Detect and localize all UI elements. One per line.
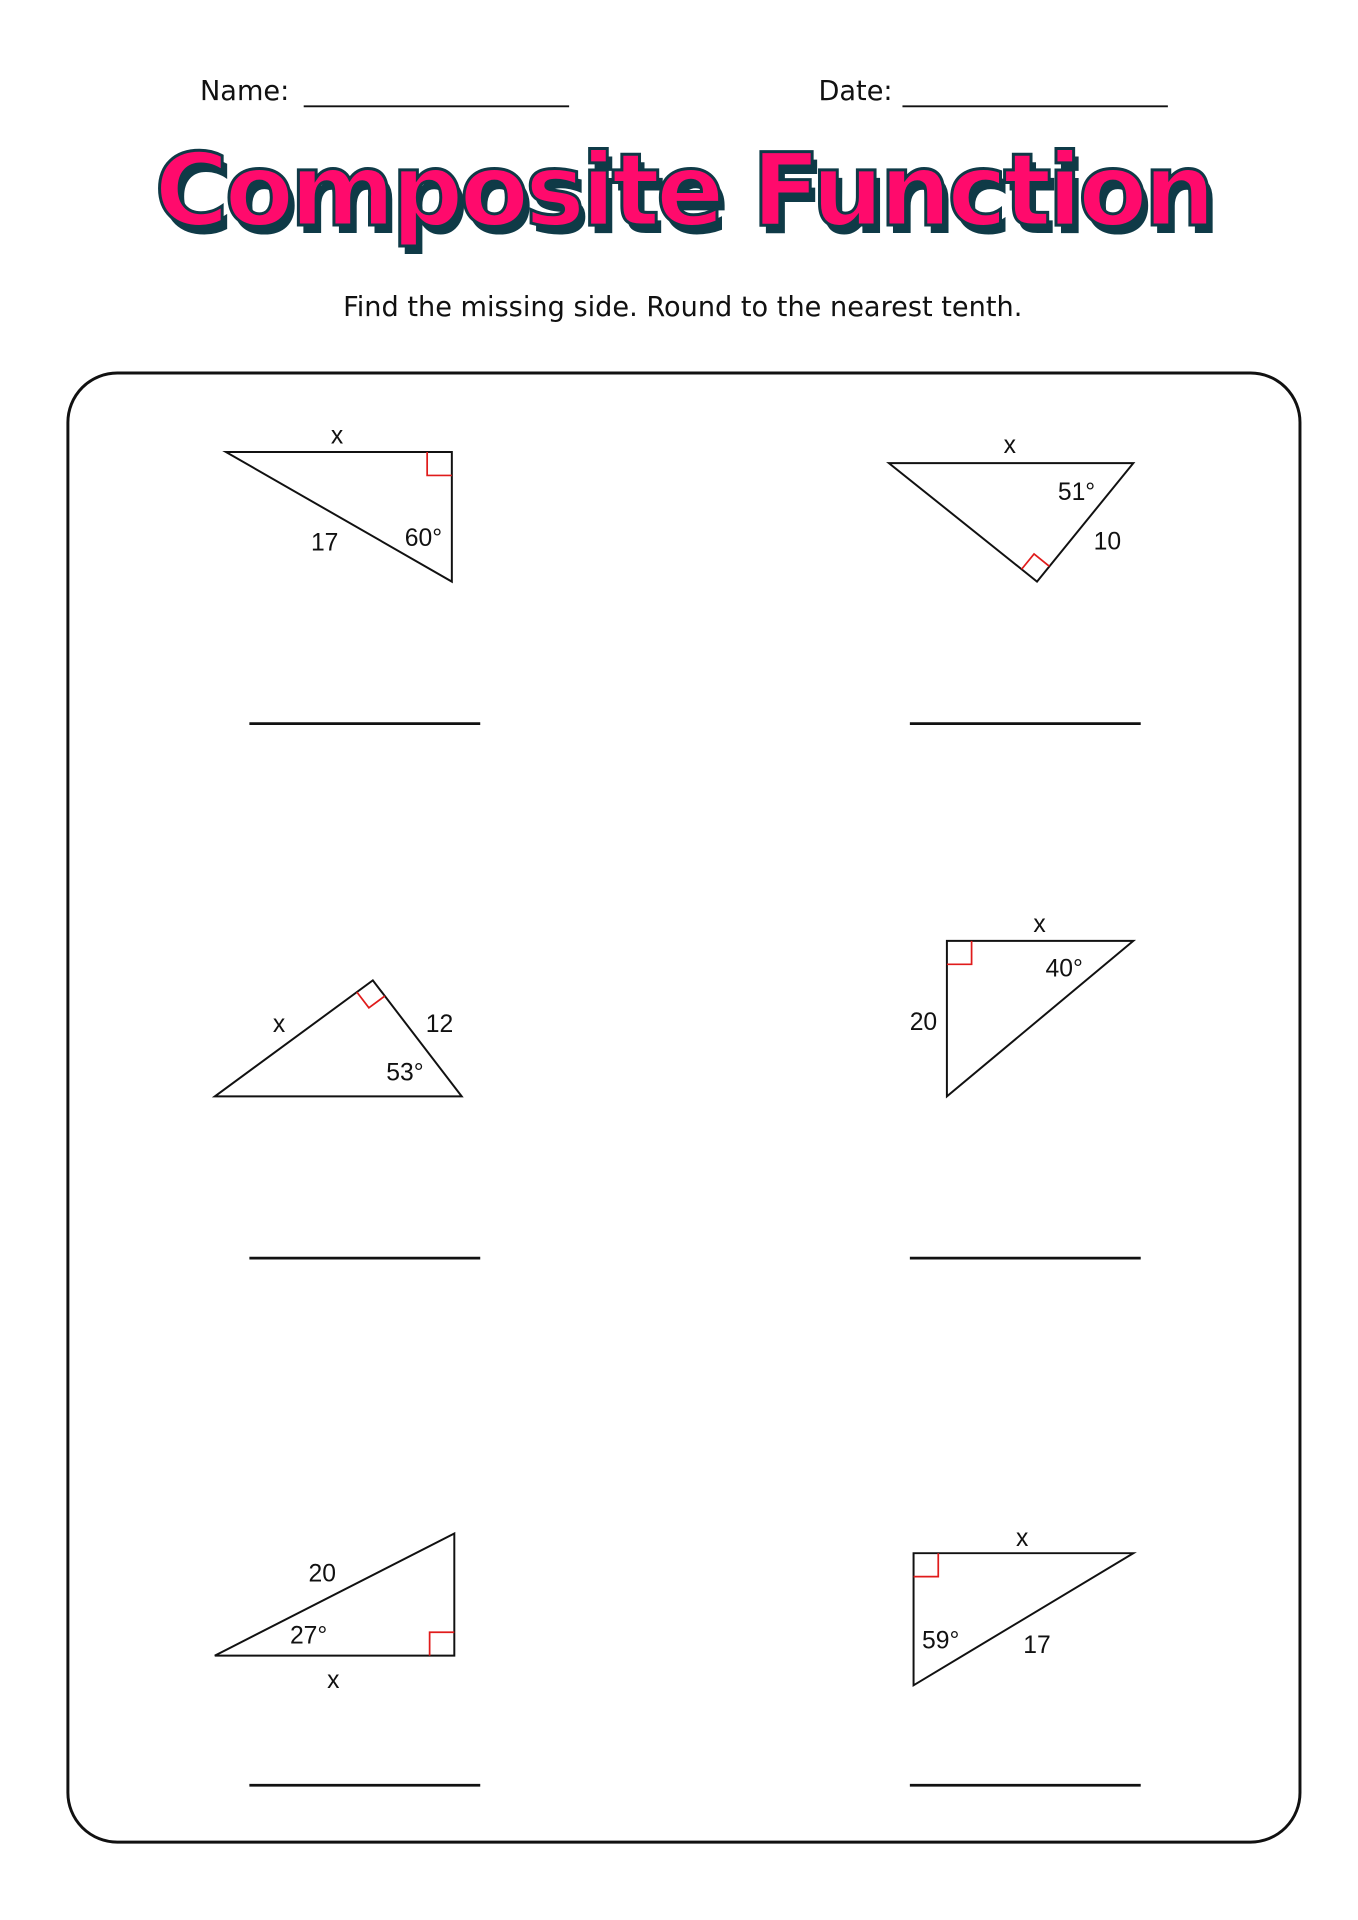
- label-side: 10: [1093, 528, 1122, 556]
- triangle: [215, 980, 462, 1096]
- label-x: x: [272, 1011, 286, 1039]
- triangle: [914, 1553, 1134, 1685]
- label-angle: 53°: [386, 1059, 424, 1087]
- right-angle-mark: [430, 1632, 455, 1655]
- label-x: x: [327, 1666, 340, 1694]
- label-hypotenuse: 17: [1023, 1632, 1051, 1660]
- problems-frame: [68, 373, 1300, 1842]
- right-angle-mark: [427, 452, 452, 475]
- label-x: x: [1003, 432, 1017, 460]
- right-angle-mark: [357, 992, 385, 1008]
- label-x: x: [1033, 911, 1046, 939]
- triangle: [215, 1533, 455, 1655]
- right-angle-mark: [947, 941, 972, 964]
- right-angle-mark: [914, 1553, 939, 1576]
- label-x: x: [330, 422, 344, 450]
- problem-3: [215, 980, 480, 1258]
- triangle: [226, 452, 452, 582]
- instructions: Find the missing side. Round to the nearest tenth.: [343, 292, 1023, 324]
- label-angle: 27°: [289, 1622, 328, 1650]
- label-hypotenuse: 17: [310, 529, 339, 557]
- problem-6: [910, 1525, 1141, 1786]
- name-label: Name:: [199, 76, 290, 108]
- triangle: [889, 463, 1133, 582]
- label-x: x: [1016, 1524, 1029, 1552]
- problem-1: [226, 422, 480, 723]
- label-hypotenuse: 20: [308, 1560, 336, 1588]
- label-angle: 40°: [1045, 955, 1083, 983]
- label-side: 12: [425, 1011, 454, 1039]
- label-angle: 59°: [922, 1627, 960, 1655]
- right-angle-mark: [1022, 554, 1050, 569]
- page-title: Composite Function: [154, 131, 1212, 249]
- label-angle: 51°: [1057, 479, 1096, 507]
- problem-5: [215, 1533, 480, 1785]
- problem-2: [889, 432, 1141, 723]
- problem-4: [910, 911, 1141, 1258]
- date-label: Date:: [818, 76, 893, 108]
- label-angle: 60°: [404, 524, 443, 552]
- label-side: 20: [909, 1008, 938, 1036]
- triangle: [947, 941, 1133, 1097]
